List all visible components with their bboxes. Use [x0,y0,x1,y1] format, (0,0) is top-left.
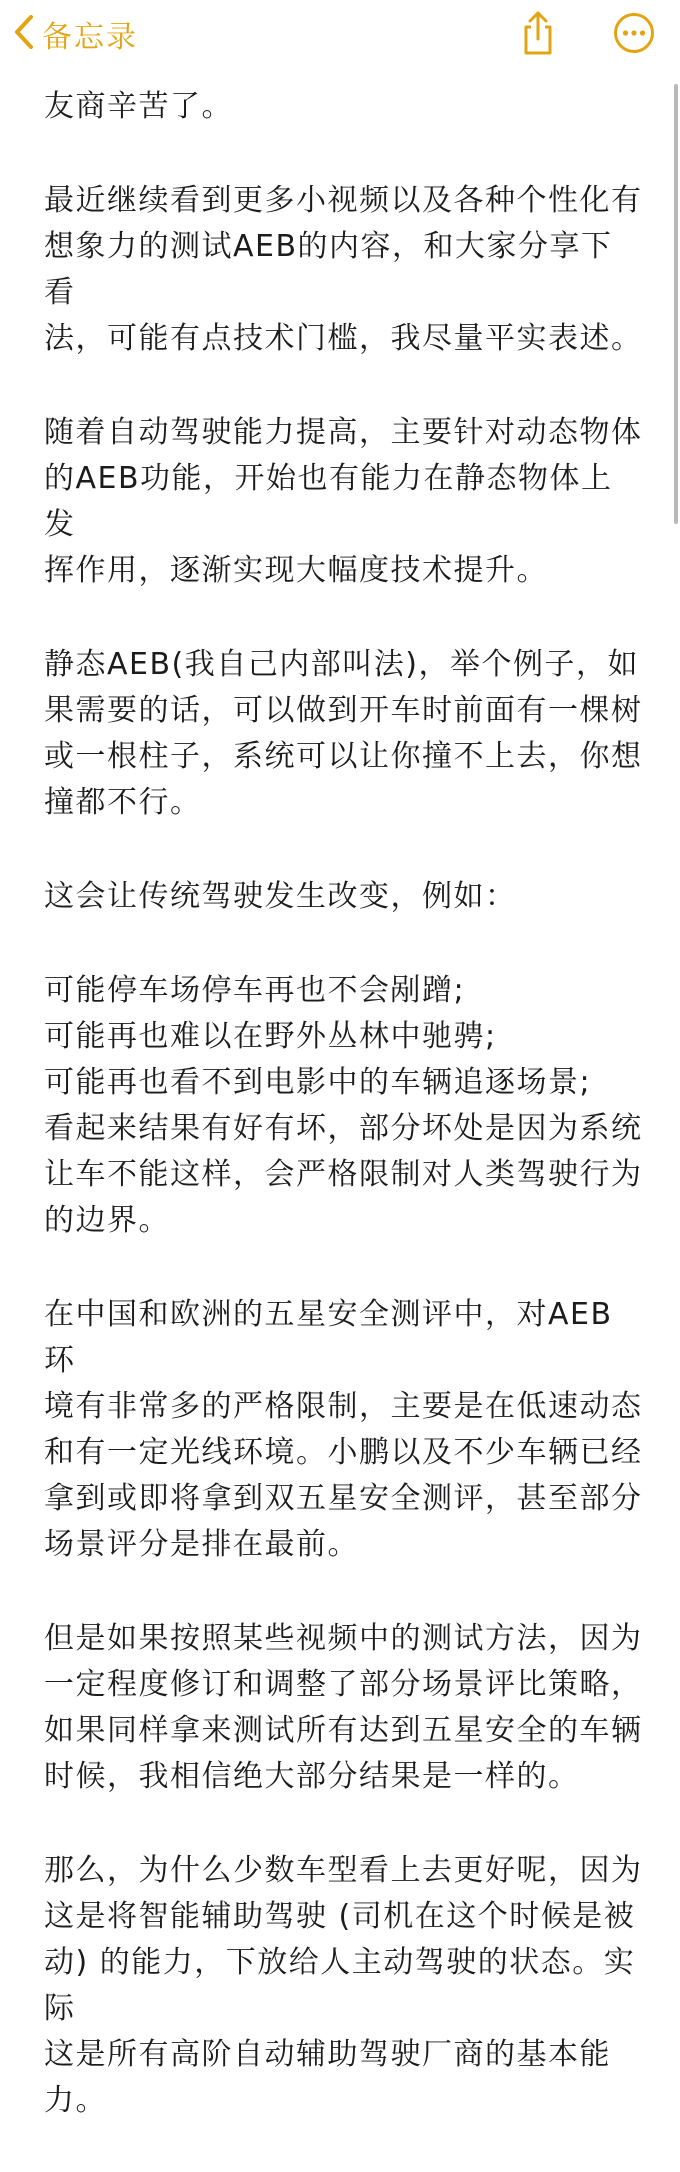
note-paragraph: 在中国和欧洲的五星安全测评中，对AEB环 境有非常多的严格限制，主要是在低速动态 和有一定光线环境。小鹏以及不少车辆已经 拿到或即将拿到双五星安全测评，甚至部分 场景评分是排在最前。 [44,1297,643,1562]
note-paragraph: 随着自动驾驶能力提高，主要针对动态物体 的AEB功能，开始也有能力在静态物体上发 挥作用，逐渐实现大幅度技术提升。 [44,415,643,588]
back-button-label: 备忘录 [42,20,138,55]
note-paragraph: 最近继续看到更多小视频以及各种个性化有 想象力的测试AEB的内容，和大家分享下看 法，可能有点技术门槛，我尽量平实表述。 [44,183,643,356]
note-paragraph: 这会让传统驾驶发生改变，例如： [44,879,517,914]
note-paragraph: 可能停车场停车再也不会剐蹭; 可能再也难以在野外丛林中驰骋; 可能再也看不到电影中的车辆追逐场景; 看起来结果有好有坏，部分坏处是因为系统 让车不能这样，会严格限制对人类驾驶行为 的边界。 [44,973,643,1238]
note-paragraph: 静态AEB(我自己内部叫法)，举个例子，如 果需要的话，可以做到开车时前面有一棵树 或一根柱子，系统可以让你撞不上去，你想 撞都不行。 [44,647,643,820]
note-paragraph: 友商辛苦了。 [44,89,233,124]
share-button[interactable] [511,8,565,62]
scrollbar[interactable] [674,84,678,524]
ellipsis-circle-icon [613,12,655,58]
chevron-left-icon [14,14,34,54]
more-button[interactable] [607,8,661,62]
note-body[interactable] [44,84,644,2172]
note-paragraph: 那么，为什么少数车型看上去更好呢，因为 这是将智能辅助驾驶 (司机在这个时候是被 动) 的能力，下放给人主动驾驶的状态。实际 这是所有高阶自动辅助驾驶厂商的基本能 力。 [44,1853,643,2118]
share-icon [518,10,558,60]
navigation-bar [0,0,680,70]
note-paragraph: 但是如果按照某些视频中的测试方法，因为 一定程度修订和调整了部分场景评比策略， 如果同样拿来测试所有达到五星安全的车辆 时候，我相信绝大部分结果是一样的。 [44,1621,643,1794]
back-button[interactable] [14,12,138,56]
